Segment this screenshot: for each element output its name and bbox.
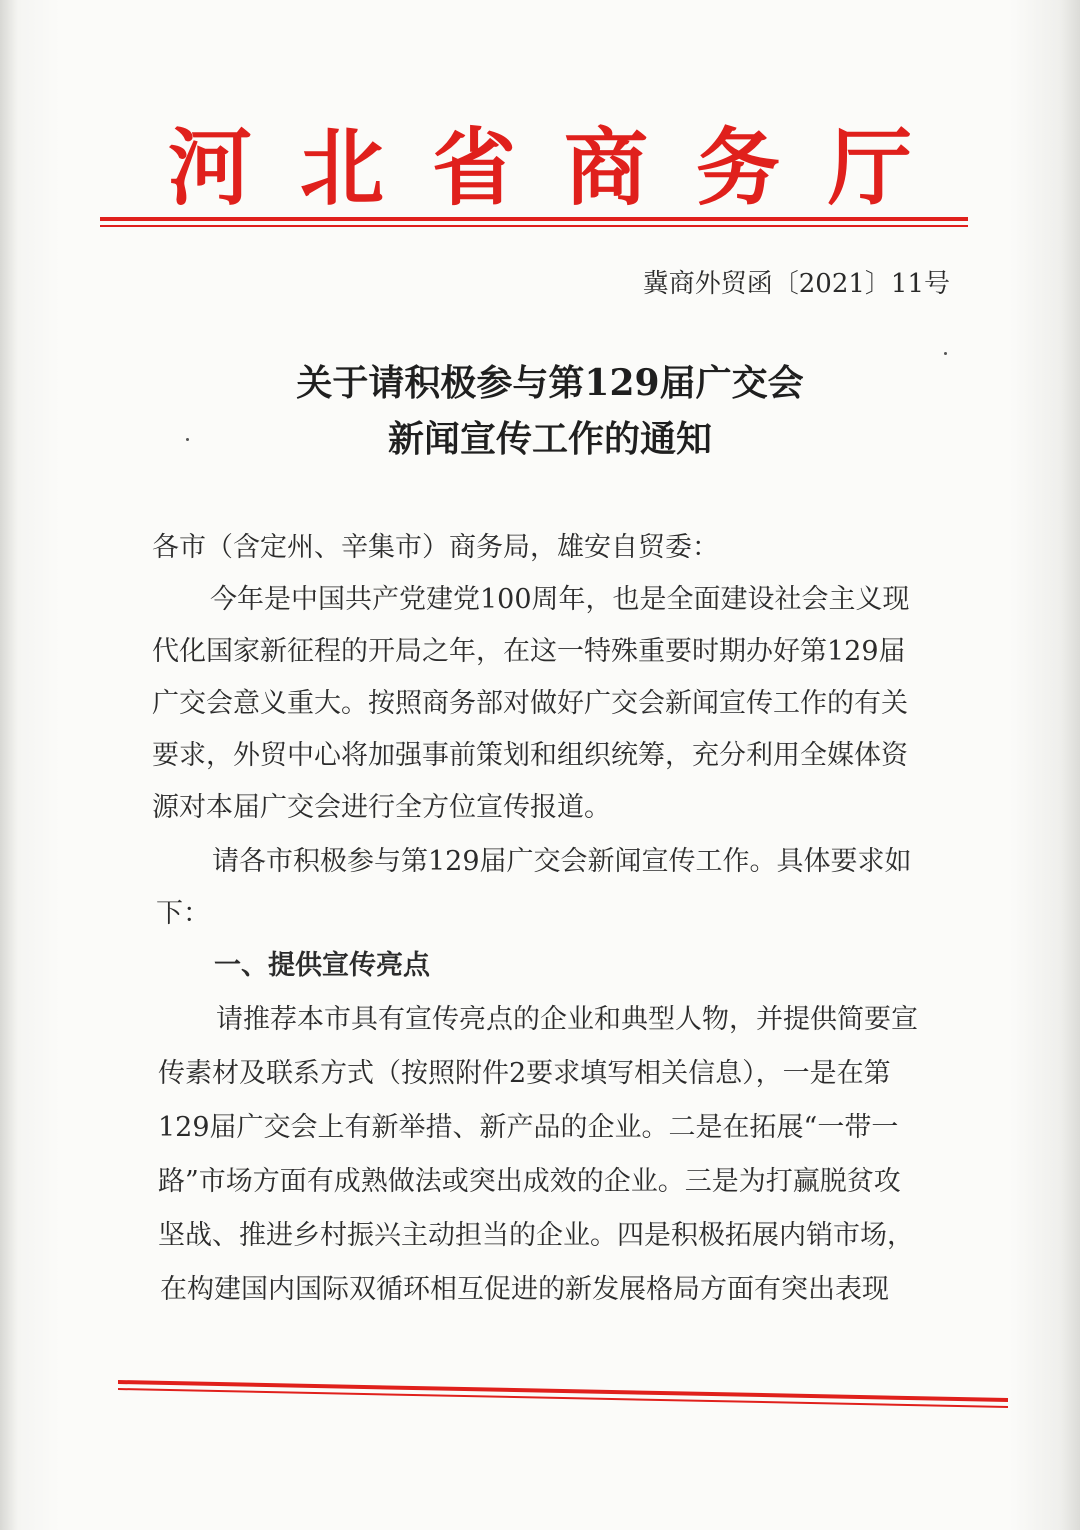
title-line-1: 关于请积极参与第129届广交会 <box>296 362 804 404</box>
document-title <box>150 355 950 467</box>
paragraph-line: 源对本届广交会进行全方位宣传报道。 <box>152 792 611 823</box>
paragraph-line: 在构建国内国际双循环相互促进的新发展格局方面有突出表现 <box>160 1274 889 1305</box>
paragraph-line: 路”市场方面有成熟做法或突出成效的企业。三是为打赢脱贫攻 <box>158 1166 901 1197</box>
paragraph-line: 坚战、推进乡村振兴主动担当的企业。四是积极拓展内销市场， <box>158 1220 914 1251</box>
paragraph-line: 传素材及联系方式（按照附件2要求填写相关信息），一是在第 <box>158 1058 891 1089</box>
paragraph-line: 下： <box>156 898 210 929</box>
paragraph-line: 今年是中国共产党建党100周年，也是全面建设社会主义现 <box>210 584 910 615</box>
letterhead-red-rule <box>100 216 968 232</box>
document-number: 冀商外贸函〔2021〕11号 <box>642 269 950 299</box>
title-line-2: 新闻宣传工作的通知 <box>387 418 712 460</box>
scan-speck <box>944 352 947 355</box>
letterhead-char: 厅 <box>827 119 912 217</box>
letterhead-char: 省 <box>431 119 516 217</box>
section-heading: 一、提供宣传亮点 <box>214 950 430 981</box>
paragraph-line: 请推荐本市具有宣传亮点的企业和典型人物，并提供简要宣 <box>216 1004 918 1035</box>
addressee-line: 各市（含定州、辛集市）商务局，雄安自贸委： <box>152 532 719 563</box>
letterhead-char: 商 <box>563 119 648 217</box>
paragraph-line: 广交会意义重大。按照商务部对做好广交会新闻宣传工作的有关 <box>152 688 908 719</box>
letterhead-title <box>160 118 920 218</box>
footer-red-rule <box>118 1376 1008 1416</box>
letterhead-char: 河 <box>167 119 252 217</box>
paragraph-line: 请各市积极参与第129届广交会新闻宣传工作。具体要求如 <box>212 846 912 877</box>
scan-speck <box>186 438 189 441</box>
paragraph-line: 代化国家新征程的开局之年，在这一特殊重要时期办好第129届 <box>152 636 906 667</box>
paragraph-line: 要求，外贸中心将加强事前策划和组织统筹，充分利用全媒体资 <box>152 740 908 771</box>
letterhead-char: 务 <box>695 119 780 217</box>
letterhead-char: 北 <box>299 119 384 217</box>
paragraph-line: 129届广交会上有新举措、新产品的企业。二是在拓展“一带一 <box>158 1112 899 1143</box>
